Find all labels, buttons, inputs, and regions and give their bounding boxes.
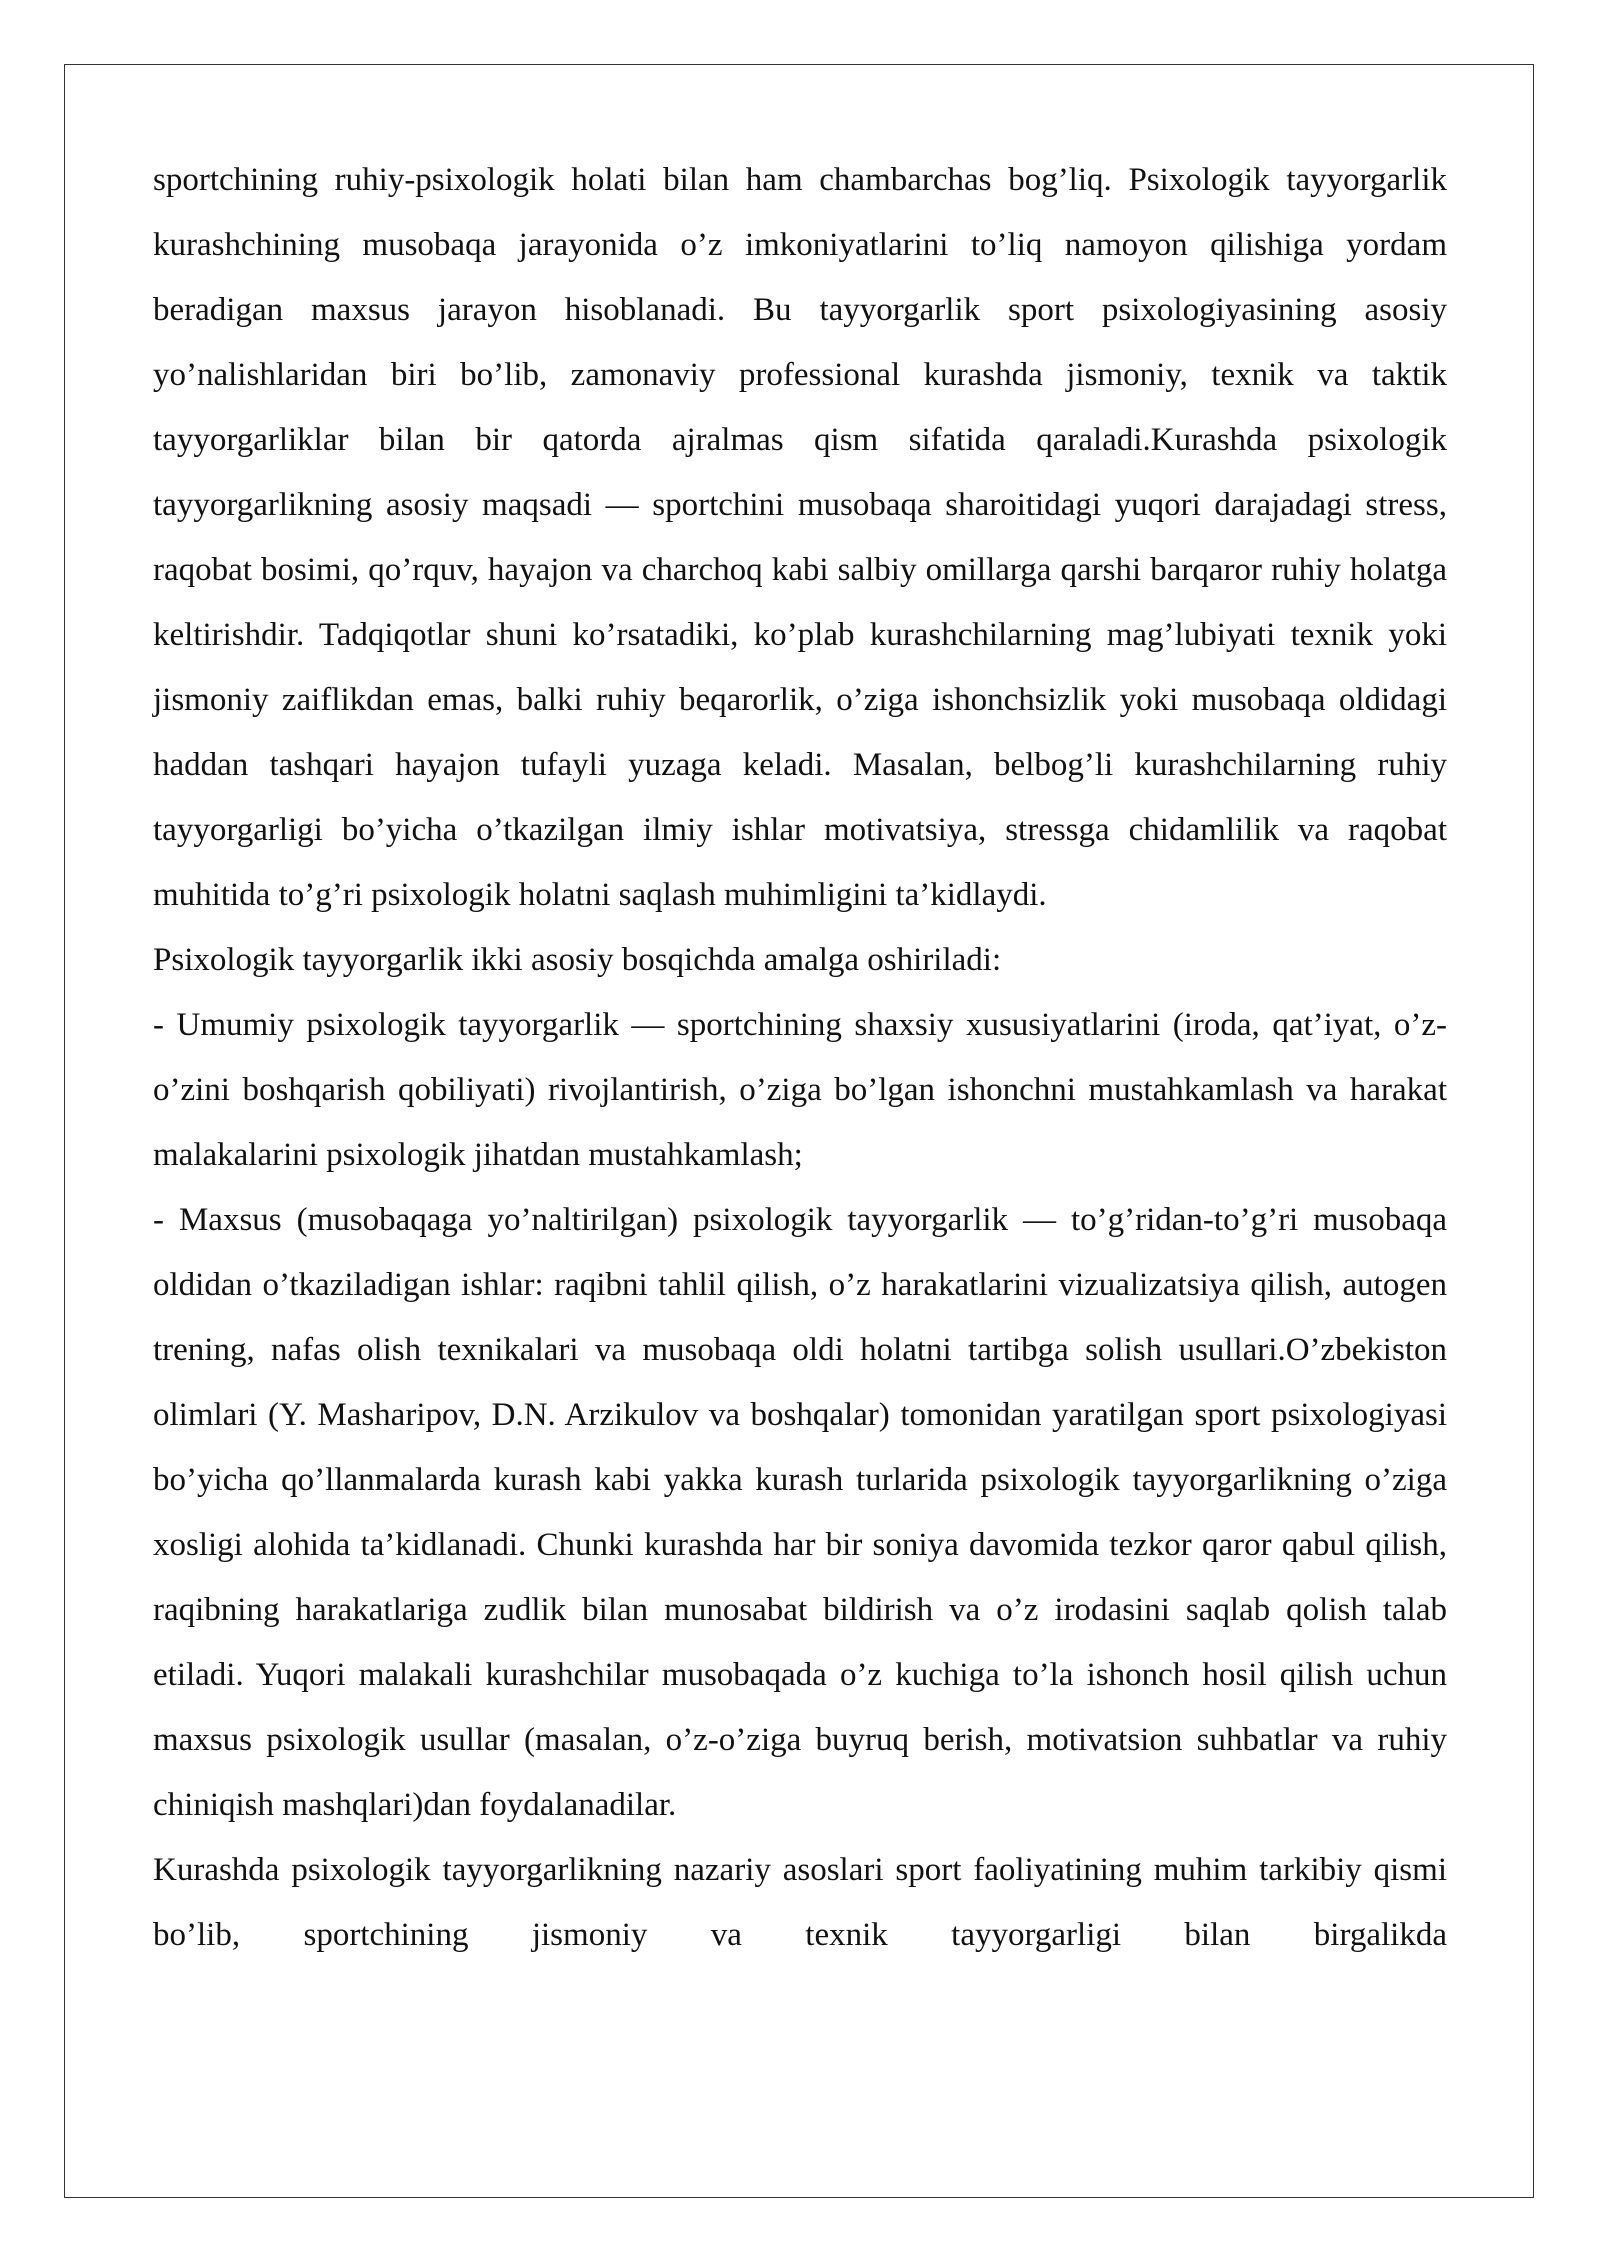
paragraph: Kurashda psixologik tayyorgarlikning nazariy asoslari sport faoliyatining muhim tarkibiy qismi bo’lib, sportchining jismoniy va texnik tayyorgarligi bilan birgalikda <box>153 1852 1447 1953</box>
document-body <box>153 148 1447 1968</box>
list-item: - Umumiy psixologik tayyorgarlik — sportchining shaxsiy xususiyatlarini (iroda, qat’iyat, o’z-o’zini boshqarish qobiliyati) rivojlantirish, o’ziga bo’lgan ishonchni mustahkamlash va harakat malakalarini psixologik jihatdan mustahkamlash; <box>153 1007 1447 1173</box>
paragraph: Psixologik tayyorgarlik ikki asosiy bosqichda amalga oshiriladi: <box>153 942 1002 978</box>
paragraph: sportchining ruhiy-psixologik holati bilan ham chambarchas bog’liq. Psixologik tayyorgarlik kurashchining musobaqa jarayonida o’z imkoniyatlarini to’liq namoyon qilishiga yordam beradigan maxsus jarayon hisoblanadi. Bu tayyorgarlik sport psixologiyasining asosiy yo’nalishlaridan biri bo’lib, zamonaviy professional kurashda jismoniy, texnik va taktik tayyorgarliklar bilan bir qatorda ajralmas qism sifatida qaraladi.Kurashda psixologik tayyorgarlikning asosiy maqsadi — sportchini musobaqa sharoitidagi yuqori darajadagi stress, raqobat bosimi, qo’rquv, hayajon va charchoq kabi salbiy omillarga qarshi barqaror ruhiy holatga keltirishdir. Tadqiqotlar shuni ko’rsatadiki, ko’plab kurashchilarning mag’lubiyati texnik yoki jismoniy zaiflikdan emas, balki ruhiy beqarorlik, o’ziga ishonchsizlik yoki musobaqa oldidagi haddan tashqari hayajon tufayli yuzaga keladi. Masalan, belbog’li kurashchilarning ruhiy tayyorgarligi bo’yicha o’tkazilgan ilmiy ishlar motivatsiya, stressga chidamlilik va raqobat muhitida to’g’ri psixologik holatni saqlash muhimligini ta’kidlaydi. <box>153 162 1447 913</box>
list-item: - Maxsus (musobaqaga yo’naltirilgan) psixologik tayyorgarlik — to’g’ridan-to’g’ri musobaqa oldidan o’tkaziladigan ishlar: raqibni tahlil qilish, o’z harakatlarini vizualizatsiya qilish, autogen trening, nafas olish texnikalari va musobaqa oldi holatni tartibga solish usullari.O’zbekiston olimlari (Y. Masharipov, D.N. Arzikulov va boshqalar) tomonidan yaratilgan sport psixologiyasi bo’yicha qo’llanmalarda kurash kabi yakka kurash turlarida psixologik tayyorgarlikning o’ziga xosligi alohida ta’kidlanadi. Chunki kurashda har bir soniya davomida tezkor qaror qabul qilish, raqibning harakatlariga zudlik bilan munosabat bildirish va o’z irodasini saqlab qolish talab etiladi. Yuqori malakali kurashchilar musobaqada o’z kuchiga to’la ishonch hosil qilish uchun maxsus psixologik usullar (masalan, o’z-o’ziga buyruq berish, motivatsion suhbatlar va ruhiy chiniqish mashqlari)dan foydalanadilar. <box>153 1202 1447 1823</box>
